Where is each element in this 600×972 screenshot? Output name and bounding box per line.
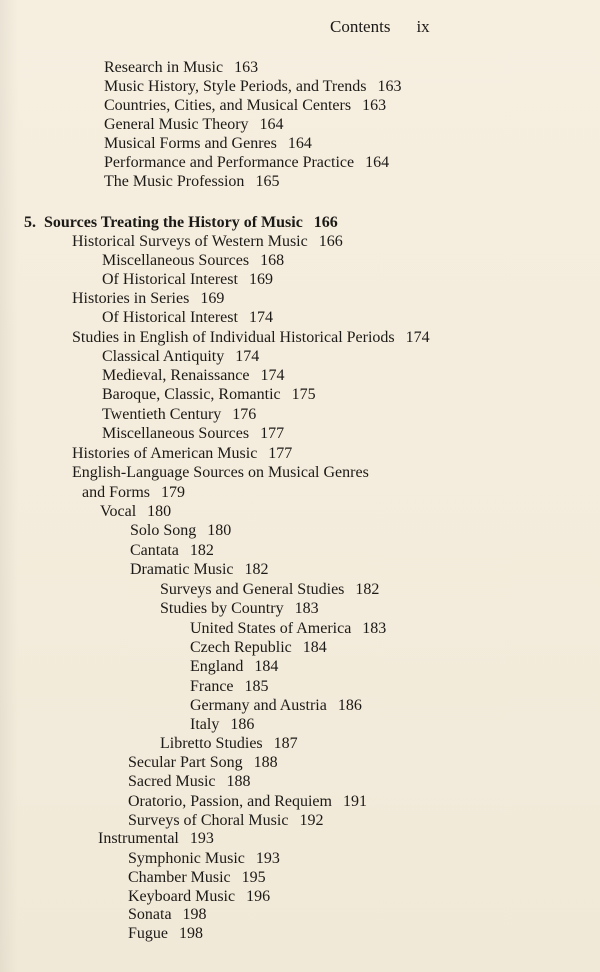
toc-entry <box>190 696 362 715</box>
running-head <box>330 17 430 37</box>
entry-title: Czech Republic <box>190 639 292 656</box>
toc-entry <box>128 868 266 887</box>
entry-page-number: 184 <box>302 639 327 656</box>
entry-title: Histories of American Music <box>72 445 258 462</box>
entry-title: Of Historical Interest <box>102 309 238 326</box>
entry-page-number: 166 <box>318 233 343 250</box>
toc-entry <box>128 753 278 772</box>
entry-page-number: 182 <box>189 542 214 559</box>
entry-page-number: 198 <box>182 906 207 923</box>
entry-page-number: 168 <box>260 252 285 269</box>
entry-page-number: 177 <box>260 425 285 442</box>
toc-entry <box>104 77 402 96</box>
toc-entry <box>104 96 386 115</box>
toc-entry <box>128 924 203 943</box>
entry-title: Studies by Country <box>160 600 284 617</box>
toc-entry <box>72 289 224 308</box>
entry-title: and Forms <box>82 484 150 501</box>
entry-page-number: 165 <box>255 173 280 190</box>
entry-page-number: 164 <box>287 135 312 152</box>
entry-title: Cantata <box>130 542 179 559</box>
toc-entry <box>104 58 258 77</box>
entry-page-number: 169 <box>248 271 273 288</box>
entry-title: Of Historical Interest <box>102 271 238 288</box>
toc-entry <box>130 541 214 560</box>
entry-page-number: 187 <box>273 735 298 752</box>
entry-title: Twentieth Century <box>102 406 222 423</box>
toc-entry <box>104 134 312 153</box>
entry-page-number: 188 <box>226 773 251 790</box>
toc-entry <box>128 772 251 791</box>
toc-entry <box>102 270 273 289</box>
entry-title: Symphonic Music <box>128 850 245 867</box>
entry-title: Performance and Performance Practice <box>104 154 355 171</box>
entry-title: Oratorio, Passion, and Requiem <box>128 793 332 810</box>
entry-page-number: 186 <box>230 716 255 733</box>
entry-title: Keyboard Music <box>128 888 236 905</box>
toc-entry <box>190 619 386 638</box>
toc-entry <box>128 887 270 906</box>
entry-page-number: 180 <box>147 503 172 520</box>
entry-title: Italy <box>190 716 220 733</box>
entry-page-number: 174 <box>260 367 285 384</box>
running-head-title: Contents <box>330 17 391 36</box>
entry-page-number: 192 <box>299 812 324 829</box>
toc-entry <box>190 677 269 696</box>
entry-page-number: 193 <box>189 830 214 847</box>
entry-page-number: 164 <box>259 116 284 133</box>
toc-entry <box>104 153 389 172</box>
entry-page-number: 163 <box>377 78 402 95</box>
entry-title: English-Language Sources on Musical Genres <box>72 464 369 481</box>
toc-entry <box>104 172 279 191</box>
toc-entry <box>102 424 284 443</box>
entry-title: Countries, Cities, and Musical Centers <box>104 97 352 114</box>
entry-page-number: 186 <box>337 697 362 714</box>
toc-entry <box>104 115 284 134</box>
toc-entry <box>128 905 207 924</box>
entry-page-number: 174 <box>405 329 430 346</box>
chapter-number: 5. <box>24 214 36 231</box>
entry-page-number: 174 <box>235 348 260 365</box>
toc-entry <box>82 483 185 502</box>
entry-title: Miscellaneous Sources <box>102 252 250 269</box>
entry-title: Historical Surveys of Western Music <box>72 233 308 250</box>
entry-title: Music History, Style Periods, and Trends <box>104 78 367 95</box>
toc-entry <box>160 580 379 599</box>
entry-title: Dramatic Music <box>130 561 234 578</box>
entry-page-number: 191 <box>342 793 367 810</box>
entry-page-number: 177 <box>268 445 293 462</box>
toc-entry <box>130 560 269 579</box>
entry-title: Research in Music <box>104 59 224 76</box>
toc-entry <box>102 366 285 385</box>
entry-title: Fugue <box>128 925 168 942</box>
toc-entry <box>102 251 284 270</box>
chapter-page-number: 166 <box>313 214 338 231</box>
entry-page-number: 163 <box>362 97 387 114</box>
entry-page-number: 164 <box>365 154 390 171</box>
entry-title: Instrumental <box>98 830 179 847</box>
entry-page-number: 180 <box>207 522 232 539</box>
entry-title: United States of America <box>190 620 352 637</box>
entry-title: Vocal <box>100 503 137 520</box>
toc-entry <box>130 521 231 540</box>
entry-title: Baroque, Classic, Romantic <box>102 386 281 403</box>
entry-page-number: 184 <box>254 658 279 675</box>
toc-entry <box>190 638 327 657</box>
toc-entry <box>98 829 214 848</box>
entry-page-number: 163 <box>234 59 259 76</box>
entry-title: Germany and Austria <box>190 697 327 714</box>
entry-title: Solo Song <box>130 522 197 539</box>
entry-page-number: 198 <box>179 925 203 942</box>
entry-title: Medieval, Renaissance <box>102 367 250 384</box>
entry-title: France <box>190 678 234 695</box>
entry-page-number: 169 <box>200 290 225 307</box>
toc-entry <box>102 308 273 327</box>
entry-page-number: 175 <box>291 386 316 403</box>
entry-title: Sacred Music <box>128 773 216 790</box>
toc-entry <box>72 444 292 463</box>
toc-entry <box>128 849 280 868</box>
entry-title: Musical Forms and Genres <box>104 135 277 152</box>
entry-title: Chamber Music <box>128 869 231 886</box>
entry-page-number: 182 <box>355 581 380 598</box>
entry-title: Libretto Studies <box>160 735 263 752</box>
entry-page-number: 185 <box>244 678 269 695</box>
entry-page-number: 183 <box>362 620 387 637</box>
toc-entry <box>190 657 278 676</box>
chapter-heading <box>24 213 338 232</box>
entry-page-number: 193 <box>255 850 280 867</box>
entry-title: Classical Antiquity <box>102 348 225 365</box>
entry-page-number: 179 <box>161 484 185 501</box>
toc-entry <box>72 232 343 251</box>
toc-entry <box>190 715 254 734</box>
entry-title: England <box>190 658 244 675</box>
toc-entry <box>160 734 298 753</box>
entry-page-number: 183 <box>294 600 319 617</box>
running-head-page-number: ix <box>416 17 430 36</box>
entry-title: Studies in English of Individual Historical Periods <box>72 329 395 346</box>
toc-entry <box>72 328 430 347</box>
entry-page-number: 176 <box>232 406 257 423</box>
toc-entry <box>102 405 256 424</box>
chapter-title: Sources Treating the History of Music <box>44 214 303 231</box>
entry-title: Secular Part Song <box>128 754 243 771</box>
entry-title: General Music Theory <box>104 116 249 133</box>
entry-title: Sonata <box>128 906 172 923</box>
entry-page-number: 174 <box>248 309 273 326</box>
entry-page-number: 196 <box>246 888 271 905</box>
entry-page-number: 188 <box>253 754 278 771</box>
entry-title: Histories in Series <box>72 290 190 307</box>
toc-entry <box>102 347 259 366</box>
toc-entry <box>128 792 367 811</box>
entry-title: Miscellaneous Sources <box>102 425 250 442</box>
entry-title: The Music Profession <box>104 173 245 190</box>
entry-title: Surveys of Choral Music <box>128 812 289 829</box>
toc-entry <box>72 463 369 482</box>
toc-entry <box>100 502 171 521</box>
entry-page-number: 182 <box>244 561 269 578</box>
toc-entry <box>160 599 319 618</box>
toc-entry <box>128 811 323 830</box>
entry-title: Surveys and General Studies <box>160 581 345 598</box>
toc-entry <box>102 385 316 404</box>
entry-page-number: 195 <box>241 869 266 886</box>
